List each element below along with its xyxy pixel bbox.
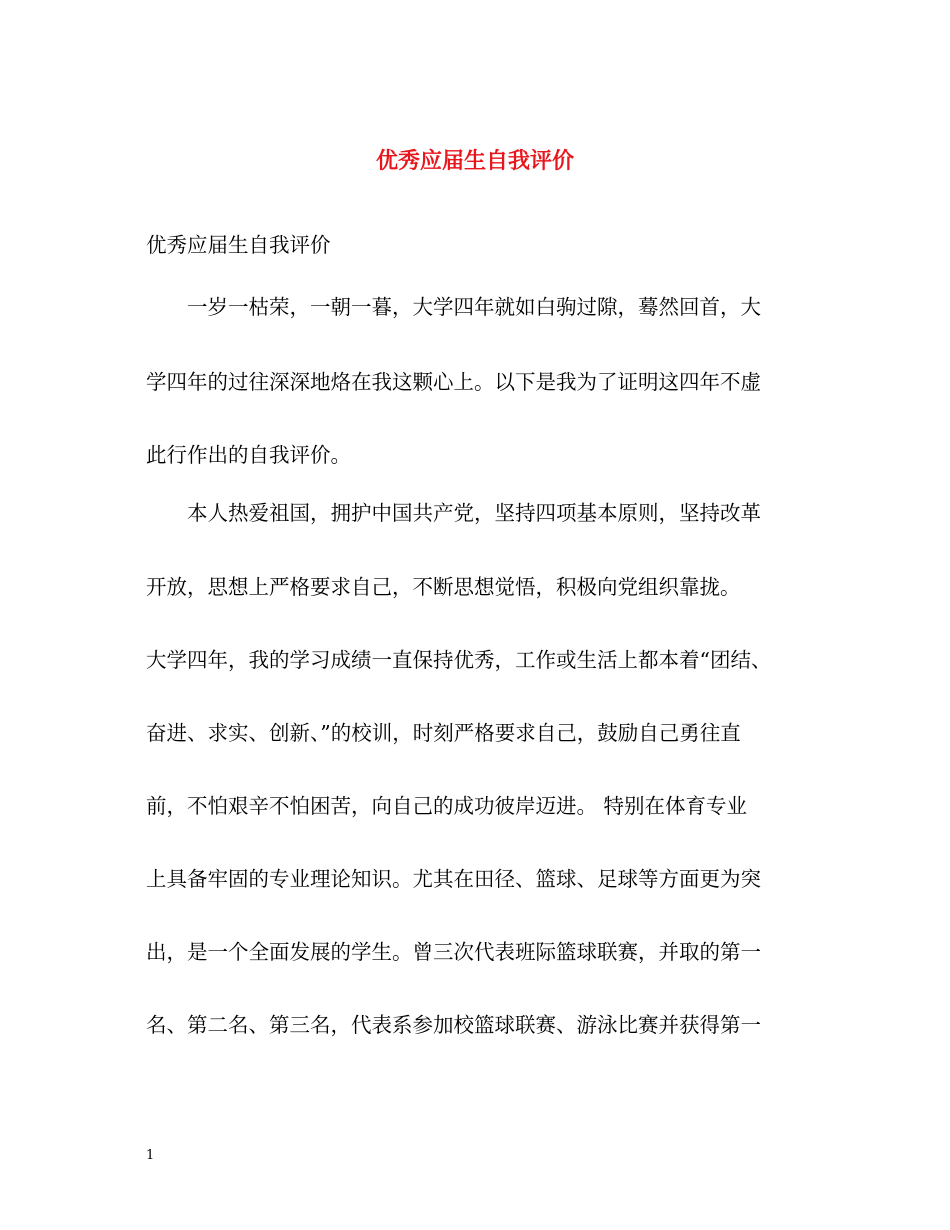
text-line: 本人热爱祖国，拥护中国共产党，坚持四项基本原则，坚持改革 [146, 501, 761, 525]
document-title: 优秀应届生自我评价 [375, 148, 574, 174]
text-line: 开放，思想上严格要求自己，不断思想觉悟，积极向党组织靠拢。 [146, 575, 741, 599]
text-line: 此行作出的自我评价。 [146, 443, 351, 467]
text-line: 前，不怕艰辛不怕困苦，向自己的成功彼岸迈进。 特别在体育专业 [146, 794, 748, 818]
text-line: 奋进、求实、创新、”的校训，时刻严格要求自己，鼓励自己勇往直 [146, 721, 741, 745]
text-line: 学四年的过往深深地烙在我这颗心上。以下是我为了证明这四年不虚 [146, 370, 761, 394]
text-line: 优秀应届生自我评价 [146, 233, 331, 257]
text-line: 出，是一个全面发展的学生。曾三次代表班际篮球联赛，并取的第一 [146, 940, 761, 964]
text-line: 大学四年，我的学习成绩一直保持优秀，工作或生活上都本着“团结、 [146, 648, 772, 672]
text-line: 上具备牢固的专业理论知识。尤其在田径、篮球、足球等方面更为突 [146, 867, 761, 891]
page-number: 1 [146, 1148, 155, 1163]
text-line: 名、第二名、第三名，代表系参加校篮球联赛、游泳比赛并获得第一 [146, 1013, 761, 1037]
text-line: 一岁一枯荣，一朝一暮，大学四年就如白驹过隙，蓦然回首，大 [146, 295, 761, 319]
